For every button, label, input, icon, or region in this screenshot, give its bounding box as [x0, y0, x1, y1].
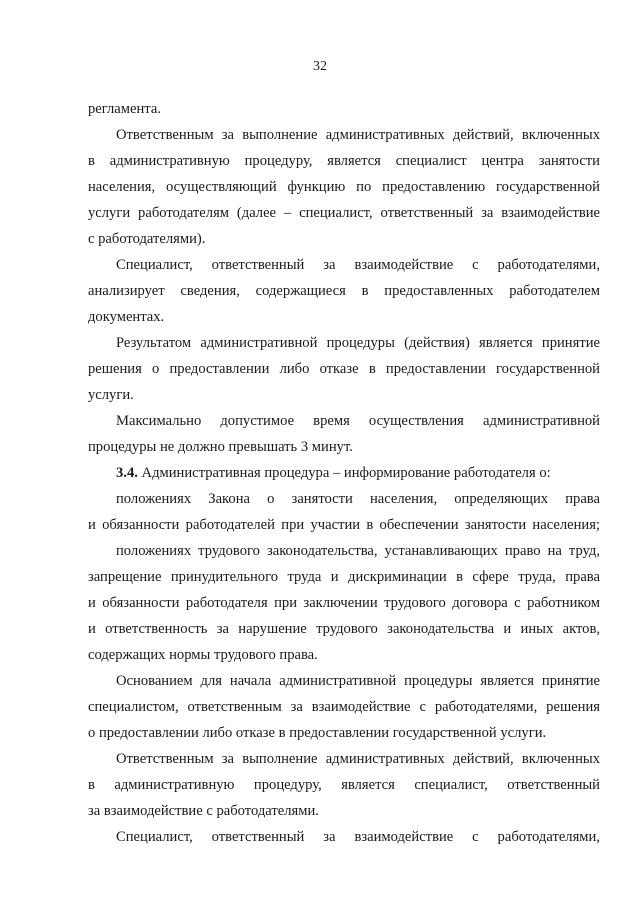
text-line: услуги.	[88, 387, 134, 403]
text-line: Результатом административной процедуры (действия) является принятие	[116, 335, 600, 351]
text-line: в административную процедуру, является специалист центра занятости	[88, 153, 600, 169]
text-line: с работодателями).	[88, 231, 206, 247]
text-line: за взаимодействие с работодателями.	[88, 803, 319, 819]
text-line: Ответственным за выполнение административных действий, включенных	[116, 127, 600, 143]
page-number: 32	[313, 59, 327, 74]
text-line: процедуры не должно превышать 3 минут.	[88, 439, 353, 455]
text-line: содержащих нормы трудового права.	[88, 647, 318, 663]
text-line: регламента.	[88, 101, 161, 117]
text-line: запрещение принудительного труда и дискриминации в сфере труда, права	[88, 569, 600, 585]
text-line: анализирует сведения, содержащиеся в предоставленных работодателем	[88, 283, 600, 299]
text-line: в административную процедуру, является специалист, ответственный	[88, 777, 600, 793]
text-line: Основанием для начала административной процедуры является принятие	[116, 673, 600, 689]
text-line: Специалист, ответственный за взаимодействие с работодателями,	[116, 257, 600, 273]
text-line: о предоставлении либо отказе в предоставлении государственной услуги.	[88, 725, 547, 741]
section-number: 3.4.	[116, 465, 138, 481]
text-line: населения, осуществляющий функцию по предоставлению государственной	[88, 179, 600, 195]
text-line: и обязанности работодателей при участии в обеспечении занятости населения;	[88, 517, 600, 533]
text-line: и ответственность за нарушение трудового законодательства и иных актов,	[88, 621, 600, 637]
text-line: специалистом, ответственным за взаимодействие с работодателями, решения	[88, 699, 600, 715]
text-line: решения о предоставлении либо отказе в предоставлении государственной	[88, 361, 600, 377]
text-line: Специалист, ответственный за взаимодействие с работодателями,	[116, 829, 600, 845]
text-line: Ответственным за выполнение административных действий, включенных	[116, 751, 600, 767]
text-line: документах.	[88, 309, 165, 325]
section-heading-text: Административная процедура – информирование работодателя о:	[141, 465, 551, 481]
text-line: положениях трудового законодательства, устанавливающих право на труд,	[116, 543, 600, 559]
text-line: услуги работодателям (далее – специалист, ответственный за взаимодействие	[88, 205, 600, 221]
text-line: положениях Закона о занятости населения, определяющих права	[116, 491, 600, 507]
text-line: и обязанности работодателя при заключении трудового договора с работником	[88, 595, 600, 611]
text-line: Максимально допустимое время осуществления административной	[116, 413, 600, 429]
section-heading	[116, 464, 600, 482]
